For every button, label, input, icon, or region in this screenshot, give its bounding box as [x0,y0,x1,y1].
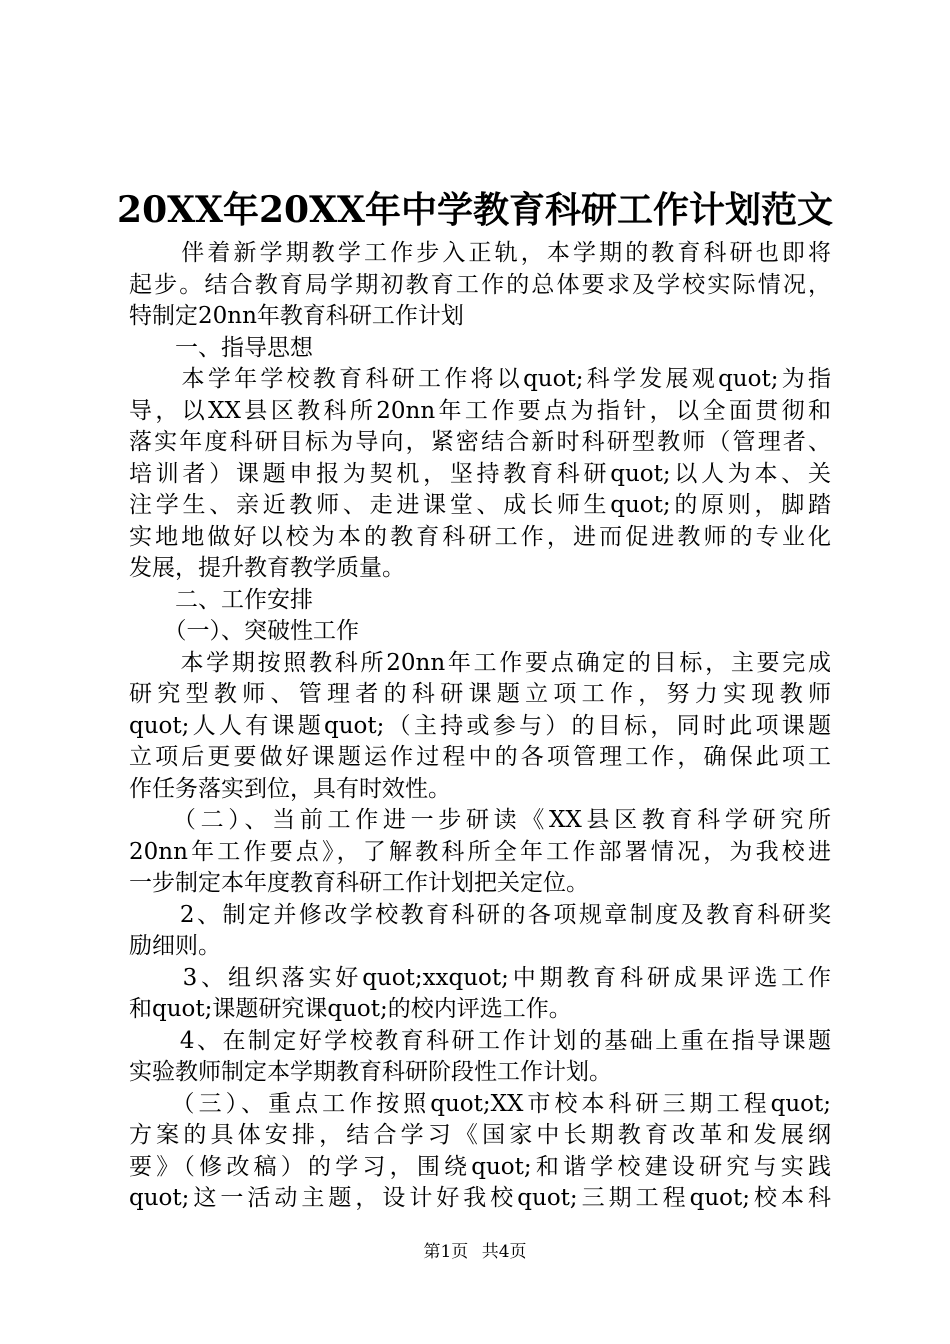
text-line: （二）、当前工作进一步研读《XX县区教育科学研究所 [129,807,831,833]
text-line: 起步。结合教育局学期初教育工作的总体要求及学校实际情况， [129,271,831,298]
text-line: 发展，提升教育教学质量。 [129,555,405,581]
text-line: 注学生、亲近教师、走进课堂、成长师生quot;的原则，脚踏 [129,492,831,518]
text-line: 研究型教师、管理者的科研课题立项工作，努力实现教师 [129,681,831,707]
text-line: 和quot;课题研究课quot;的校内评选工作。 [129,996,572,1022]
text-line: 本学期按照教科所20nn年工作要点确定的目标，主要完成 [129,649,831,676]
text-line: 励细则。 [129,933,221,959]
text-line: 作任务落实到位，具有时效性。 [129,775,451,802]
text-line: quot;这一活动主题，设计好我校quot;三期工程quot;校本科 [129,1185,831,1211]
text-line: 落实年度科研目标为导向，紧密结合新时科研型教师（管理者、 [129,429,831,455]
text-line: 要》（修改稿）的学习，围绕quot;和谐学校建设研究与实践 [129,1153,831,1180]
document-body [129,238,831,1215]
text-line: 培训者）课题申报为契机，坚持教育科研quot;以人为本、关 [129,460,831,487]
text-line: 伴着新学期教学工作步入正轨，本学期的教育科研也即将 [129,240,831,266]
text-line: 立项后更要做好课题运作过程中的各项管理工作，确保此项工 [129,744,831,770]
document-title: 20XX年20XX年中学教育科研工作计划范文 [117,189,833,231]
text-line: （三）、重点工作按照quot;XX市校本科研三期工程quot; [129,1090,831,1117]
text-line: 2、制定并修改学校教育科研的各项规章制度及教育科研奖 [129,901,831,928]
text-line: （一）、突破性工作 [129,618,359,644]
text-line: 20nn年工作要点》，了解教科所全年工作部署情况，为我校进 [129,838,831,865]
text-line: 本学年学校教育科研工作将以quot;科学发展观quot;为指 [129,366,831,392]
text-line: 3、组织落实好quot;xxquot;中期教育科研成果评选工作 [129,964,831,991]
text-line: 二、工作安排 [129,586,313,613]
text-line: 一步制定本年度教育科研工作计划把关定位。 [129,870,589,896]
page-footer [0,1240,950,1264]
text-line: 特制定20nn年教育科研工作计划 [129,303,464,329]
text-line: 方案的具体安排，结合学习《国家中长期教育改革和发展纲 [129,1122,831,1148]
text-line: quot;人人有课题quot;（主持或参与）的目标，同时此项课题 [129,712,831,739]
text-line: 4、在制定好学校教育科研工作计划的基础上重在指导课题 [129,1027,831,1054]
text-line: 导，以XX县区教科所20nn年工作要点为指针，以全面贯彻和 [129,397,831,424]
page-total: 共4页 [481,1242,527,1262]
text-line: 一、指导思想 [129,334,313,361]
page-number: 第1页 [423,1242,469,1262]
text-line: 实地地做好以校为本的教育科研工作，进而促进教师的专业化 [129,523,831,550]
text-line: 实验教师制定本学期教育科研阶段性工作计划。 [129,1059,612,1085]
